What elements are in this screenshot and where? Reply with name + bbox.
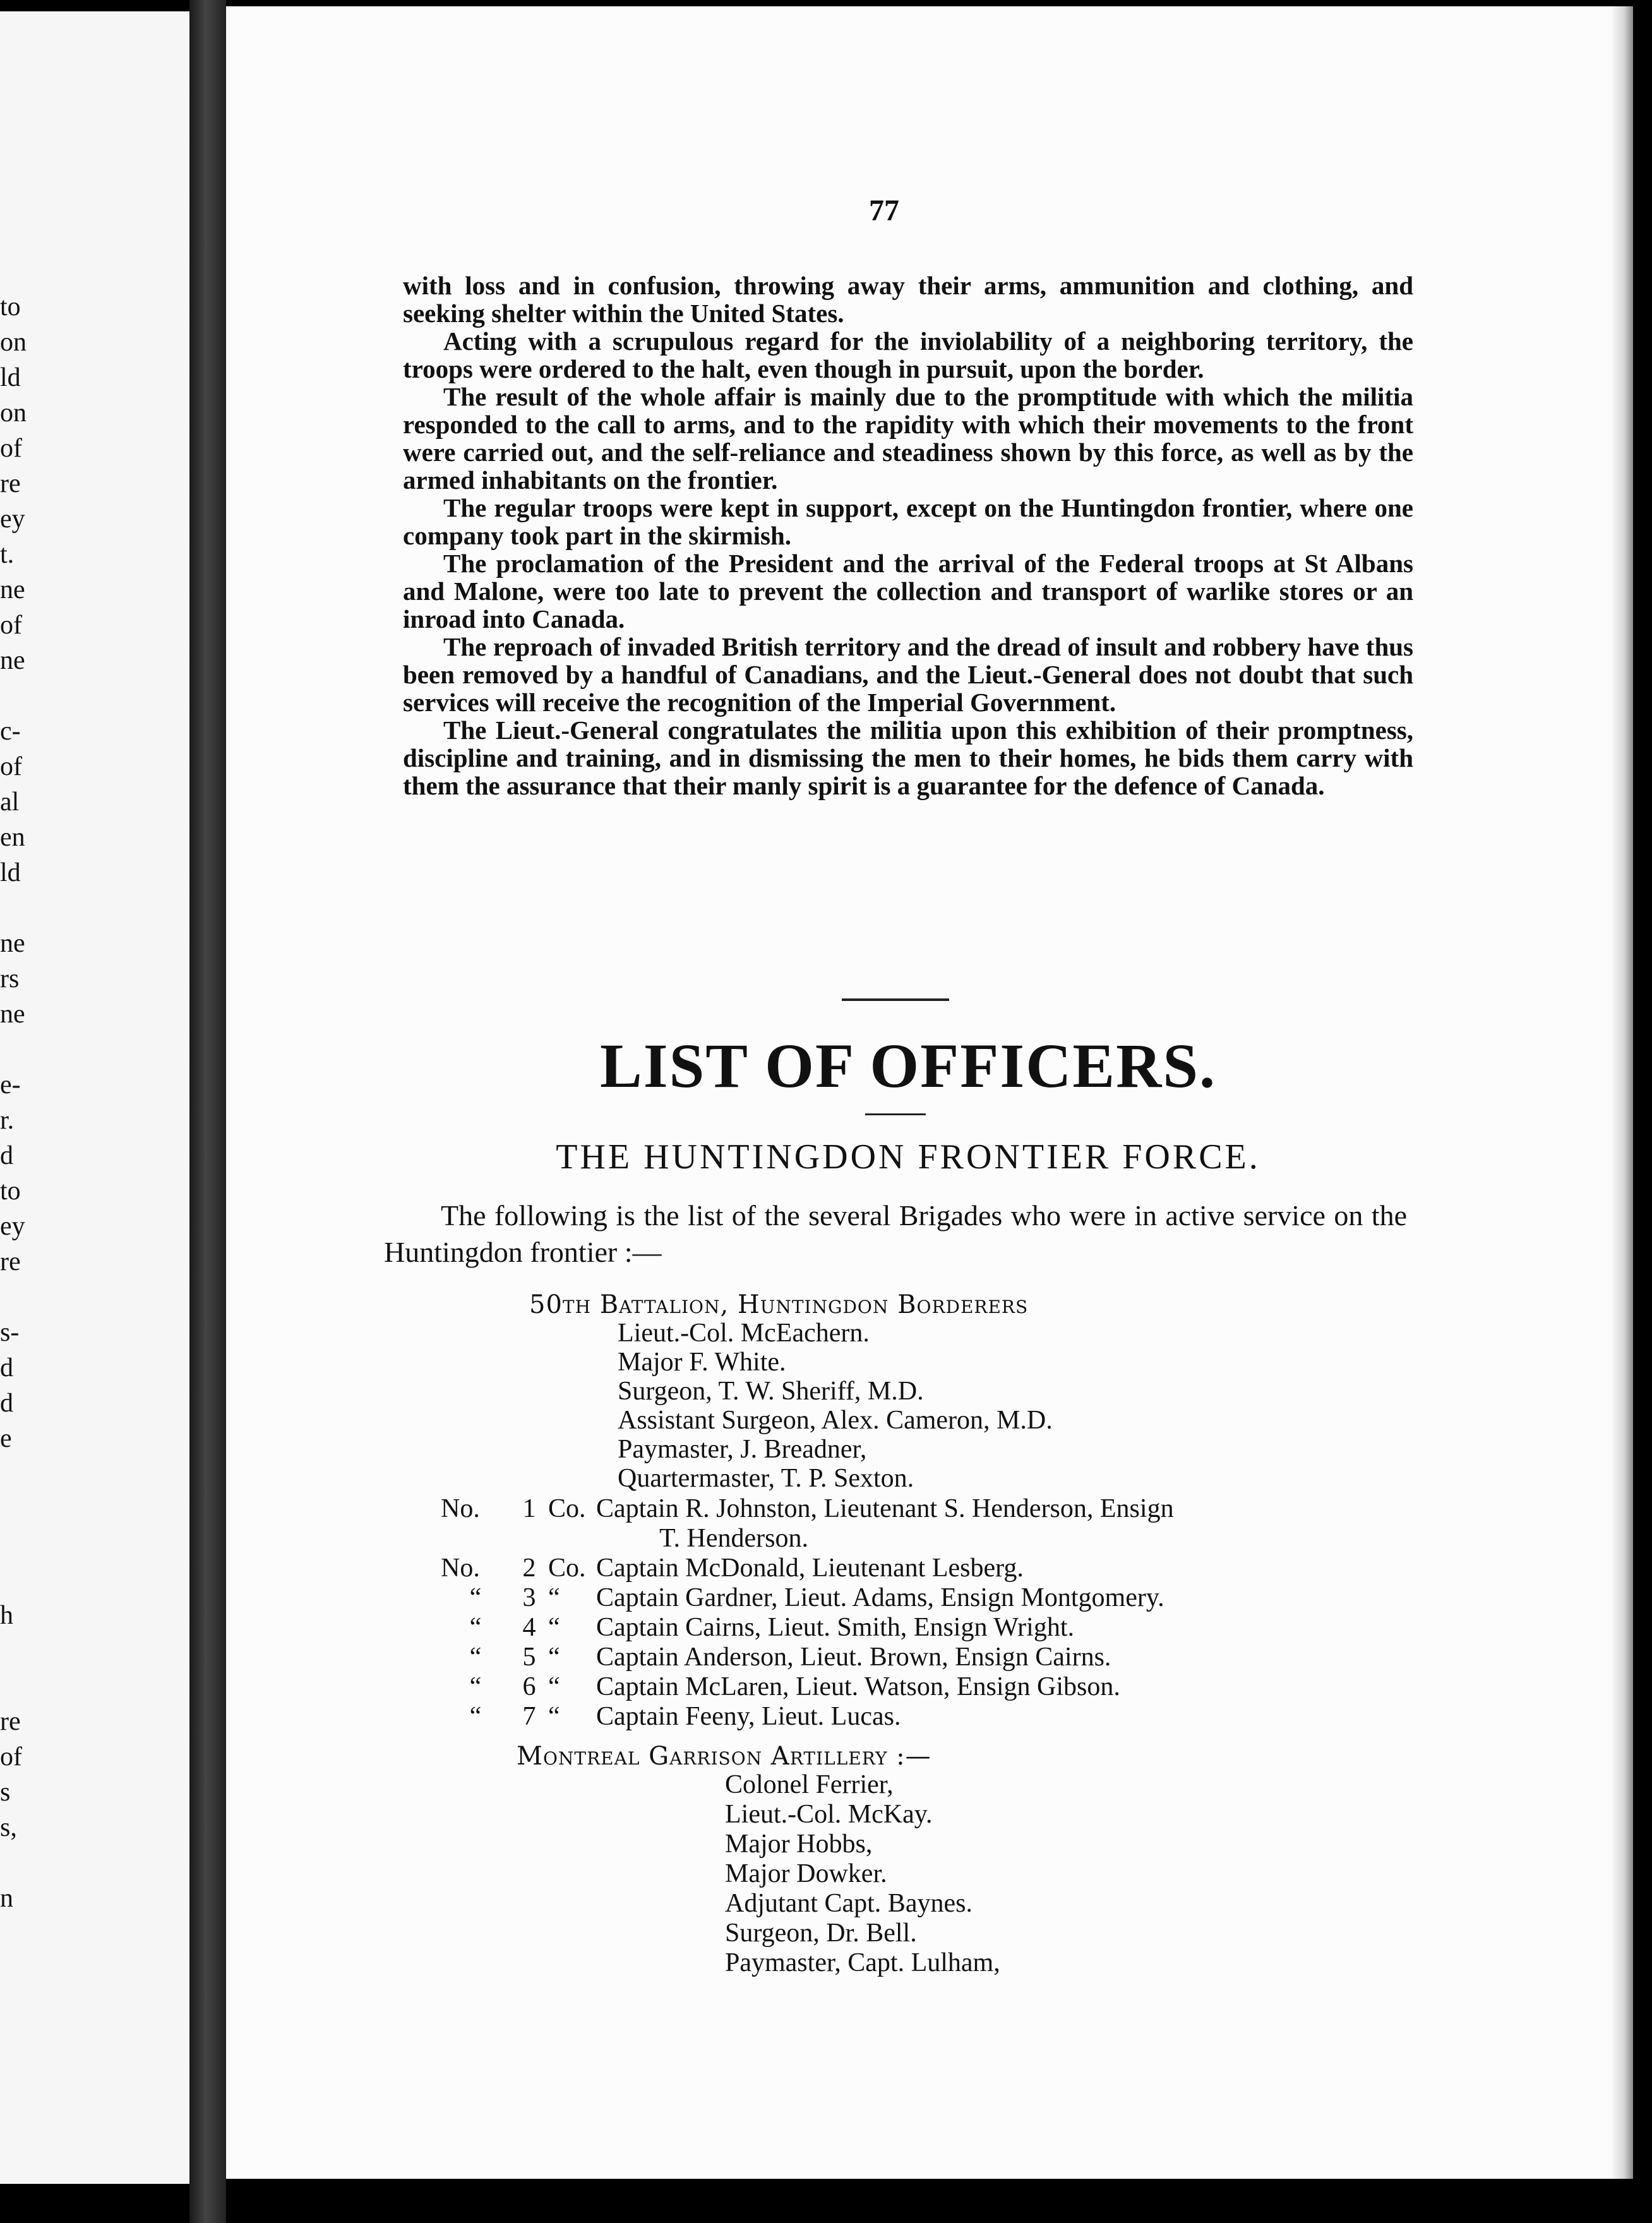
left-fragment: of xyxy=(0,1742,22,1771)
paragraph: with loss and in confusion, throwing away their arms, ammunition and clothing, and seeking shelter within the United States. xyxy=(403,271,1413,328)
ditto-mark: “ xyxy=(469,1643,482,1672)
list-title: LIST OF OFFICERS. xyxy=(600,1031,1216,1101)
officer-entry: Quartermaster, T. P. Sexton. xyxy=(618,1464,914,1493)
officer-entry: Paymaster, Capt. Lulham, xyxy=(725,1948,1000,1977)
left-fragment: s xyxy=(0,1778,11,1807)
ditto-mark: “ xyxy=(469,1613,482,1642)
ditto-mark: “ xyxy=(469,1583,482,1612)
paragraph: The proclamation of the President and the arrival of the Federal troops at St Albans and Malone, were too late to prevent the collection and transport of warlike stores or an inroad into Canada. xyxy=(403,549,1413,633)
left-fragment: en xyxy=(0,823,25,852)
company-row xyxy=(441,1643,1401,1672)
left-fragment: of xyxy=(0,611,22,640)
left-fragment: d xyxy=(0,1353,13,1382)
left-fragment: re xyxy=(0,1707,21,1736)
company-co-label: Co. xyxy=(548,1554,586,1583)
left-fragment: d xyxy=(0,1389,13,1418)
left-fragment: ey xyxy=(0,1212,25,1241)
right-page xyxy=(226,6,1633,2179)
left-fragment: ne xyxy=(0,575,25,604)
force-title: THE HUNTINGDON FRONTIER FORCE. xyxy=(556,1137,1260,1177)
left-fragment xyxy=(0,1492,51,1527)
page-number: 77 xyxy=(869,194,899,227)
left-fragment: s- xyxy=(0,1318,20,1347)
left-fragment xyxy=(0,1562,51,1598)
battalion-officer-list xyxy=(618,1319,1053,1493)
left-page xyxy=(0,11,189,2184)
left-fragment: c- xyxy=(0,717,21,746)
left-fragment xyxy=(0,678,51,714)
battalion-heading: 50th Battalion, Huntingdon Borderers xyxy=(529,1290,1029,1319)
officer-entry: Assistant Surgeon, Alex. Cameron, M.D. xyxy=(618,1406,1053,1435)
left-fragment: ne xyxy=(0,646,25,675)
paragraph: The reproach of invaded British territory and the dread of insult and robbery have thus been removed by a handful of Canadians, and the Lieut.-General does not doubt that such services will receive the recognition of the Imperial Government. xyxy=(403,632,1413,717)
ditto-mark: “ xyxy=(469,1702,482,1731)
left-fragment: ey xyxy=(0,505,25,534)
officer-entry: Major Hobbs, xyxy=(725,1830,873,1859)
officer-entry: Major Dowker. xyxy=(725,1859,887,1888)
left-fragment: e xyxy=(0,1424,12,1453)
company-no-label: No. xyxy=(441,1494,480,1523)
left-fragment: rs xyxy=(0,964,20,993)
company-number: 5 xyxy=(522,1643,536,1672)
company-row xyxy=(441,1702,1401,1732)
artillery-heading: Montreal Garrison Artillery :— xyxy=(517,1742,931,1771)
officer-entry: Major F. White. xyxy=(618,1348,786,1377)
proclamation-text xyxy=(403,272,1413,800)
company-row xyxy=(441,1583,1401,1613)
left-fragment: ne xyxy=(0,1000,25,1029)
ditto-mark: “ xyxy=(548,1672,560,1701)
paragraph: Acting with a scrupulous regard for the inviolability of a neighboring territory, the troops were ordered to the halt, even though in pursuit, upon the border. xyxy=(403,327,1413,383)
company-officers: Captain R. Johnston, Lieutenant S. Henderson, Ensign xyxy=(596,1494,1174,1523)
left-fragment: t. xyxy=(0,540,15,569)
left-fragment: re xyxy=(0,469,21,498)
paragraph: The result of the whole affair is mainly due to the promptitude with which the militia responded to the call to arms, and to the rapidity with which their movements to the front were carried out, and the self-reliance and steadiness shown by this force, as well as by the armed inhabitants on the frontier. xyxy=(403,382,1413,494)
left-fragment: s, xyxy=(0,1813,17,1842)
left-fragment xyxy=(0,1279,51,1315)
left-fragment: on xyxy=(0,328,27,357)
officer-entry: Adjutant Capt. Baynes. xyxy=(725,1889,973,1918)
company-no-label: No. xyxy=(441,1554,480,1583)
company-row xyxy=(441,1494,1401,1524)
officer-entry: Lieut.-Col. McEachern. xyxy=(618,1319,870,1348)
company-row xyxy=(441,1672,1401,1702)
company-number: 4 xyxy=(522,1613,536,1642)
officer-entry: Surgeon, T. W. Sheriff, M.D. xyxy=(618,1377,924,1406)
left-fragment: re xyxy=(0,1247,21,1276)
left-fragment: d xyxy=(0,1141,13,1170)
company-number: 1 xyxy=(522,1494,536,1523)
left-fragment: r. xyxy=(0,1106,15,1135)
left-fragment: h xyxy=(0,1601,13,1630)
section-divider xyxy=(842,998,949,1001)
company-officers: Captain Gardner, Lieut. Adams, Ensign Montgomery. xyxy=(596,1583,1164,1612)
left-fragment xyxy=(0,1669,51,1704)
company-number: 2 xyxy=(522,1554,536,1583)
company-row xyxy=(441,1554,1401,1583)
left-fragment xyxy=(0,1032,51,1067)
left-fragment: e- xyxy=(0,1070,21,1100)
left-fragment: n xyxy=(0,1884,13,1913)
company-number: 3 xyxy=(522,1583,536,1612)
company-row-continuation: T. Henderson. xyxy=(659,1524,808,1553)
company-officers: Captain Anderson, Lieut. Brown, Ensign Cairns. xyxy=(596,1643,1111,1672)
company-row xyxy=(441,1613,1401,1643)
paragraph: The Lieut.-General congratulates the militia upon this exhibition of their promptness, discipline and training, and in dismissing the men to their homes, he bids them carry with them the assurance that their manly spirit is a guarantee for the defence of Canada. xyxy=(403,716,1413,800)
left-fragment: ld xyxy=(0,858,21,887)
left-fragment xyxy=(0,1845,51,1881)
officer-entry: Paymaster, J. Breadner, xyxy=(618,1435,867,1464)
left-fragment: on xyxy=(0,398,27,428)
title-divider xyxy=(865,1113,926,1115)
company-co-label: Co. xyxy=(548,1494,586,1523)
paragraph: The regular troops were kept in support, except on the Huntingdon frontier, where one company took part in the skirmish. xyxy=(403,493,1413,550)
ditto-mark: “ xyxy=(548,1643,560,1672)
officer-entry: Colonel Ferrier, xyxy=(725,1770,894,1799)
company-officers: Captain Cairns, Lieut. Smith, Ensign Wright. xyxy=(596,1613,1074,1642)
company-officers: Captain McLaren, Lieut. Watson, Ensign Gibson. xyxy=(596,1672,1120,1701)
ditto-mark: “ xyxy=(548,1583,560,1612)
company-officers: Captain Feeny, Lieut. Lucas. xyxy=(596,1702,901,1731)
company-officers: Captain McDonald, Lieutenant Lesberg. xyxy=(596,1554,1024,1583)
intro-text xyxy=(384,1197,1407,1271)
left-fragment: to xyxy=(0,292,21,321)
left-fragment xyxy=(0,890,51,926)
ditto-mark: “ xyxy=(548,1613,560,1642)
left-fragment: of xyxy=(0,434,22,463)
artillery-officer-list xyxy=(725,1770,1000,1978)
left-fragment: of xyxy=(0,752,22,781)
left-fragment xyxy=(0,1527,51,1562)
left-fragment: ne xyxy=(0,929,25,958)
ditto-mark: “ xyxy=(469,1672,482,1701)
book-gutter xyxy=(189,0,226,2223)
intro-paragraph: The following is the list of the several Brigades who were in active service on the Huntingdon frontier :— xyxy=(384,1199,1407,1268)
officer-entry: Surgeon, Dr. Bell. xyxy=(725,1919,917,1948)
left-fragment: ld xyxy=(0,363,21,392)
company-list xyxy=(441,1494,1401,1732)
left-fragment xyxy=(0,1633,51,1669)
ditto-mark: “ xyxy=(548,1702,560,1731)
left-fragment xyxy=(0,1456,51,1492)
left-fragment: to xyxy=(0,1177,21,1206)
left-page-text-fragments xyxy=(0,289,51,1916)
company-number: 6 xyxy=(522,1672,536,1701)
officer-entry: Lieut.-Col. McKay. xyxy=(725,1800,933,1829)
company-number: 7 xyxy=(522,1702,536,1731)
left-fragment: al xyxy=(0,788,20,817)
